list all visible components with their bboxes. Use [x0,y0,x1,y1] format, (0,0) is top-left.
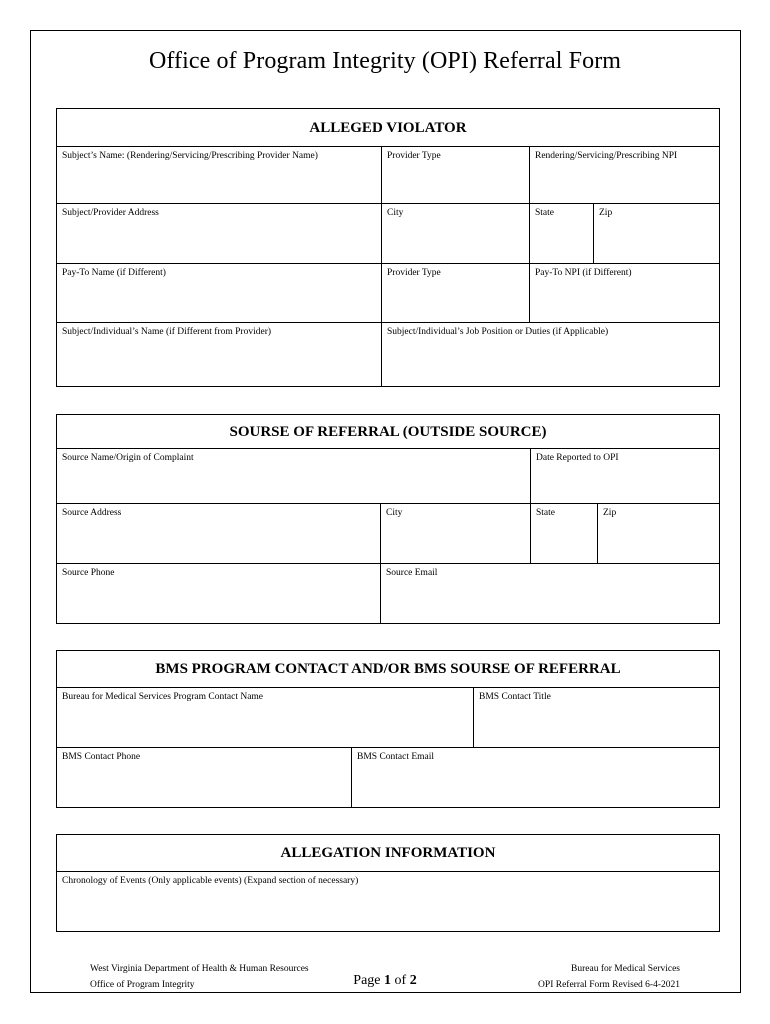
provider-type-field[interactable]: Provider Type [382,147,530,203]
bms-contact-phone-field[interactable]: BMS Contact Phone [57,748,352,807]
allegation-row-1 [57,872,719,931]
npi-field[interactable]: Rendering/Servicing/Prescribing NPI [535,151,678,161]
source-address-field[interactable]: Source Address [57,504,381,563]
page-prefix: Page [353,973,385,988]
source-email-field[interactable]: Source Email [386,568,438,578]
footer-dept: West Virginia Department of Health & Human Resources [90,964,309,974]
alleged-violator-heading: ALLEGED VIOLATOR [57,109,719,147]
page-of: of [391,973,410,988]
provider-address-field[interactable]: Subject/Provider Address [57,204,382,263]
individual-name-field[interactable]: Subject/Individual’s Name (if Different from Provider) [57,323,382,386]
source-row-2 [57,504,719,564]
date-reported-field[interactable]: Date Reported to OPI [536,453,619,463]
source-of-referral-section [56,414,720,624]
pay-to-npi-field[interactable]: Pay-To NPI (if Different) [535,268,632,278]
footer-revision: OPI Referral Form Revised 6-4-2021 [538,980,680,990]
source-city-field[interactable]: City [381,504,531,563]
allegation-heading: ALLEGATION INFORMATION [57,835,719,872]
city-field[interactable]: City [382,204,530,263]
source-row-1 [57,449,719,504]
chronology-field[interactable]: Chronology of Events (Only applicable events) (Expand section of necessary) [62,876,359,886]
bms-contact-heading: BMS PROGRAM CONTACT AND/OR BMS SOURSE OF REFERRAL [57,651,719,688]
job-position-field[interactable]: Subject/Individual’s Job Position or Duties (if Applicable) [387,327,609,337]
bms-contact-email-field[interactable]: BMS Contact Email [357,752,435,762]
bms-contact-section [56,650,720,808]
violator-row-4 [57,323,719,386]
source-row-3 [57,564,719,623]
bms-row-1 [57,688,719,748]
state-field[interactable]: State [530,204,594,263]
footer-office: Office of Program Integrity [90,980,195,990]
source-state-field[interactable]: State [531,504,598,563]
violator-row-1 [57,147,719,204]
allegation-section [56,834,720,932]
alleged-violator-section [56,108,720,387]
source-phone-field[interactable]: Source Phone [57,564,381,623]
provider-type-2-field[interactable]: Provider Type [382,264,530,322]
pay-to-name-field[interactable]: Pay-To Name (if Different) [57,264,382,322]
zip-field[interactable]: Zip [599,208,613,218]
violator-row-2 [57,204,719,264]
footer-right [538,961,680,993]
source-name-field[interactable]: Source Name/Origin of Complaint [57,449,531,503]
violator-row-3 [57,264,719,323]
page-current: 1 [384,973,392,988]
bms-row-2 [57,748,719,807]
page-total: 2 [409,973,417,988]
page-title: Office of Program Integrity (OPI) Referral Form [148,48,622,74]
bms-contact-title-field[interactable]: BMS Contact Title [479,692,551,702]
subject-name-field[interactable]: Subject’s Name: (Rendering/Servicing/Prescribing Provider Name) [57,147,382,203]
bms-contact-name-field[interactable]: Bureau for Medical Services Program Contact Name [57,688,474,747]
source-of-referral-heading: SOURSE OF REFERRAL (OUTSIDE SOURCE) [57,415,719,449]
footer-bureau: Bureau for Medical Services [571,964,680,974]
source-zip-field[interactable]: Zip [603,508,617,518]
